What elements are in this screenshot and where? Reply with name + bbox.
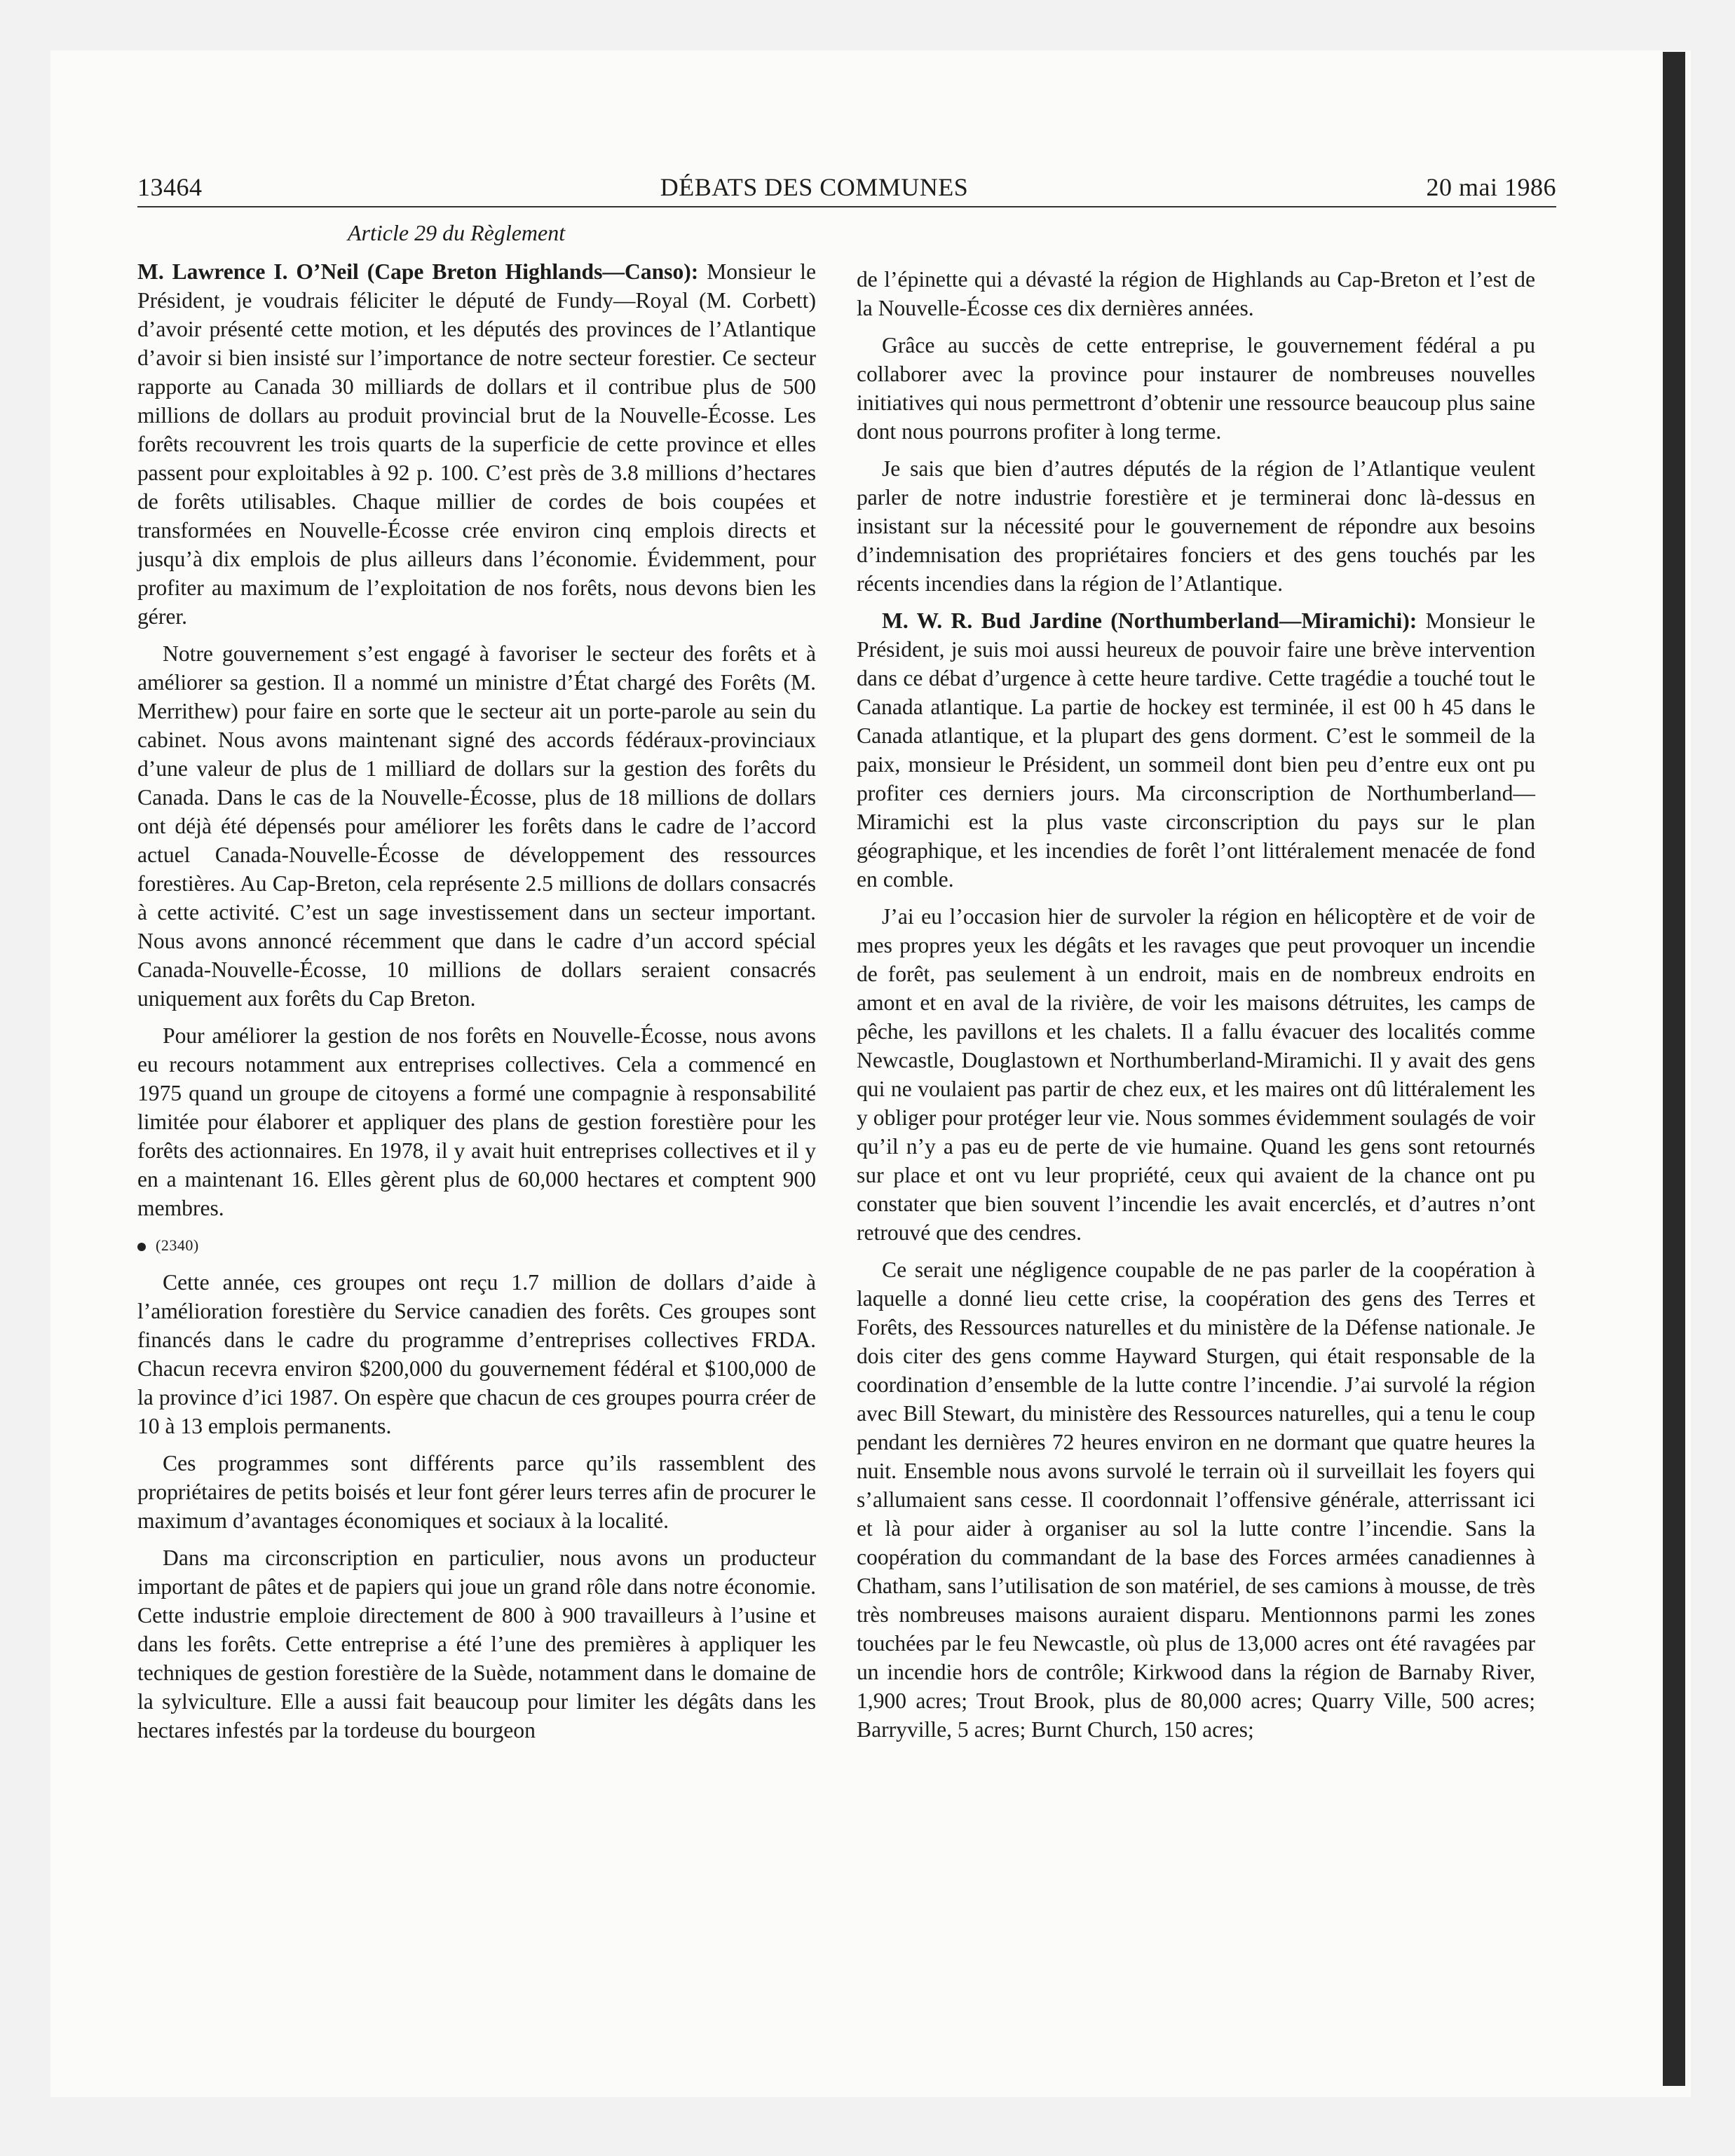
paragraph-text: Monsieur le Président, je suis moi aussi heureux de pouvoir faire une brève intervention dans ce débat d’urgence à cette heure tardive. Cette tragédie a touché tout le Canada atlantique. La partie de hockey est terminée, il est 00 h 45 dans le Canada atlantique, et la plupart des gens dorment. C’est le sommeil de la paix, monsieur le Président, un sommeil dont bien peu d’entre eux ont pu profiter ces derniers jours. Ma circonscription de Northumberland—Miramichi est la plus vaste circonscription du pays sur le plan géographique, et les incendies de forêt l’ont littéralement menacée de fond en comble. <box>857 608 1535 892</box>
left-column <box>137 216 816 1753</box>
section-title: Article 29 du Règlement <box>348 220 566 245</box>
page-number: 13464 <box>137 173 203 201</box>
time-marker-text: (2340) <box>156 1236 199 1254</box>
paragraph: Dans ma circonscription en particulier, nous avons un producteur important de pâtes et de papiers qui joue un grand rôle dans notre économie. Cette industrie emploie directement de 800 à 900 travailleurs à l’usine et dans les forêts. Cette entreprise a été l’une des premières à appliquer les techniques de gestion forestière de la Suède, notamment dans le domaine de la sylviculture. Elle a aussi fait beaucoup pour limiter les dégâts dans les hectares infestés par la tordeuse du bourgeon <box>137 1546 816 1742</box>
scan-edge-bar <box>1663 52 1685 2086</box>
paragraph: Ces programmes sont différents parce qu’ils rassemblent des propriétaires de petits boisés et leur font gérer leurs terres afin de procurer le maximum d’avantages économiques et sociaux à la localité. <box>137 1451 816 1533</box>
right-column <box>857 265 1535 1752</box>
paragraph: J’ai eu l’occasion hier de survoler la région en hélicoptère et de voir de mes propres yeux les dégâts et les ravages que peut provoquer un incendie de forêt, pas seulement à un endroit, mais en de nombreux endroits en amont et en aval de la rivière, de voir les maisons détruites, les camps de pêche, les pavillons et les chalets. Il a fallu évacuer des localités comme Newcastle, Douglastown et Northumberland-Miramichi. Il y avait des gens qui ne voulaient pas partir de chez eux, et les maires ont dû littéralement les y obliger pour protéger leur vie. Nous sommes évidemment soulagés de voir qu’il n’y a pas eu de perte de vie humaine. Quand les gens sont retournés sur place et ont vu leur propriété, ceux qui avaient de la chance ont pu constater que bien souvent l’incendie les avait encerclés, et d’autres n’ont retrouvé que des cendres. <box>857 904 1535 1245</box>
paragraph <box>137 257 816 631</box>
bullet-icon <box>137 1243 146 1251</box>
paragraph: Pour améliorer la gestion de nos forêts en Nouvelle-Écosse, nous avons eu recours notamment aux entreprises collectives. Cela a commencé en 1975 quand un groupe de citoyens a formé une compagnie à responsabilité limitée pour élaborer et appliquer des plans de gestion forestière pour les forêts des actionnaires. En 1978, il y avait huit entreprises collectives et il y en a maintenant 16. Elles gèrent plus de 60,000 hectares et comptent 900 membres. <box>137 1023 816 1220</box>
paragraph: Cette année, ces groupes ont reçu 1.7 million de dollars d’aide à l’amélioration forestière du Service canadien des forêts. Ces groupes sont financés dans le cadre du programme d’entreprises collectives FRDA. Chacun recevra environ $200,000 du gouvernement fédéral et $100,000 de la province d’ici 1987. On espère que chacun de ces groupes pourra créer de 10 à 13 emplois permanents. <box>137 1270 816 1438</box>
header-rule <box>137 206 1556 207</box>
paragraph: Je sais que bien d’autres députés de la région de l’Atlantique veulent parler de notre industrie forestière et je terminerai donc là-dessus en insistant sur la nécessité pour le gouvernement de répondre aux besoins d’indemnisation des propriétaires fonciers et des gens touchés par les récents incendies dans la région de l’Atlantique. <box>857 456 1535 596</box>
speaker-name: M. Lawrence I. O’Neil (Cape Breton Highlands—Canso): <box>137 259 699 284</box>
paragraph <box>857 606 1535 894</box>
paragraph: de l’épinette qui a dévasté la région de Highlands au Cap-Breton et l’est de la Nouvelle-Écosse ces dix dernières années. <box>857 267 1535 320</box>
running-header <box>137 172 1556 202</box>
publication-title: DÉBATS DES COMMUNES <box>660 173 969 201</box>
paragraph: Notre gouvernement s’est engagé à favoriser le secteur des forêts et à améliorer sa gestion. Il a nommé un ministre d’État chargé des Forêts (M. Merrithew) pour faire en sorte que le secteur ait un porte-parole au sein du cabinet. Nous avons maintenant signé des accords fédéraux-provinciaux d’une valeur de plus de 1 milliard de dollars sur la gestion des forêts du Canada. Dans le cas de la Nouvelle-Écosse, plus de 18 millions de dollars ont déjà été dépensés pour améliorer les forêts dans le cadre de l’accord actuel Canada-Nouvelle-Écosse de développement des ressources forestières. Au Cap-Breton, cela représente 2.5 millions de dollars consacrés à cette activité. C’est un sage investissement dans un secteur important. Nous avons annoncé récemment que dans le cadre d’un accord spécial Canada-Nouvelle-Écosse, 10 millions de dollars seraient consacrés uniquement aux forêts du Cap Breton. <box>137 641 816 1011</box>
paragraph: Ce serait une négligence coupable de ne pas parler de la coopération à laquelle a donné lieu cette crise, la coopération des gens des Terres et Forêts, des Ressources naturelles et du ministère de la Défense nationale. Je dois citer des gens comme Hayward Sturgen, qui était responsable de la coordination d’ensemble de la lutte contre l’incendie. J’ai survolé la région avec Bill Stewart, du ministère des Ressources naturelles, qui a tenu le coup pendant les dernières 72 heures environ en ne dormant que quatre heures la nuit. Ensemble nous avons survolé le terrain où il surveillait les foyers qui s’allumaient sans cesse. Il coordonnait l’offensive générale, atterrissant ici et là pour aider à organiser au sol la lutte contre l’incendie. Sans la coopération du commandant de la base des Forces armées canadiennes à Chatham, sans l’utilisation de son matériel, de ses camions à mousse, de très très nombreuses maisons auraient disparu. Mentionnons parmi les zones touchées par le feu Newcastle, où plus de 13,000 acres ont été ravagées par un incendie hors de contrôle; Kirkwood dans la région de Barnaby River, 1,900 acres; Trout Brook, plus de 80,000 acres; Quarry Ville, 500 acres; Barryville, 5 acres; Burnt Church, 150 acres; <box>857 1257 1535 1742</box>
publication-date: 20 mai 1986 <box>1426 173 1556 201</box>
time-marker <box>137 1231 816 1260</box>
speaker-name: M. W. R. Bud Jardine (Northumberland—Miramichi): <box>882 608 1417 633</box>
paragraph: Grâce au succès de cette entreprise, le gouvernement fédéral a pu collaborer avec la province pour instaurer de nombreuses nouvelles initiatives qui nous permettront d’obtenir une ressource beaucoup plus saine dont nous pourrons profiter à long terme. <box>857 333 1535 444</box>
paragraph-text: Monsieur le Président, je voudrais féliciter le député de Fundy—Royal (M. Corbett) d’avoir présenté cette motion, et les députés des provinces de l’Atlantique d’avoir si bien insisté sur l’importance de notre secteur forestier. Ce secteur rapporte au Canada 30 milliards de dollars et il contribue plus de 500 millions de dollars au produit provincial brut de la Nouvelle-Écosse. Les forêts recouvrent les trois quarts de la superficie de cette province et elles passent pour exploitables à 92 p. 100. C’est près de 3.8 millions d’hectares de forêts utilisables. Chaque millier de cordes de bois coupées et transformées en Nouvelle-Écosse crée environ cinq emplois directs et jusqu’à dix emplois de plus ailleurs dans l’économie. Évidemment, pour profiter au maximum de l’exploitation de nos forêts, nous devons bien les gérer. <box>137 259 816 629</box>
